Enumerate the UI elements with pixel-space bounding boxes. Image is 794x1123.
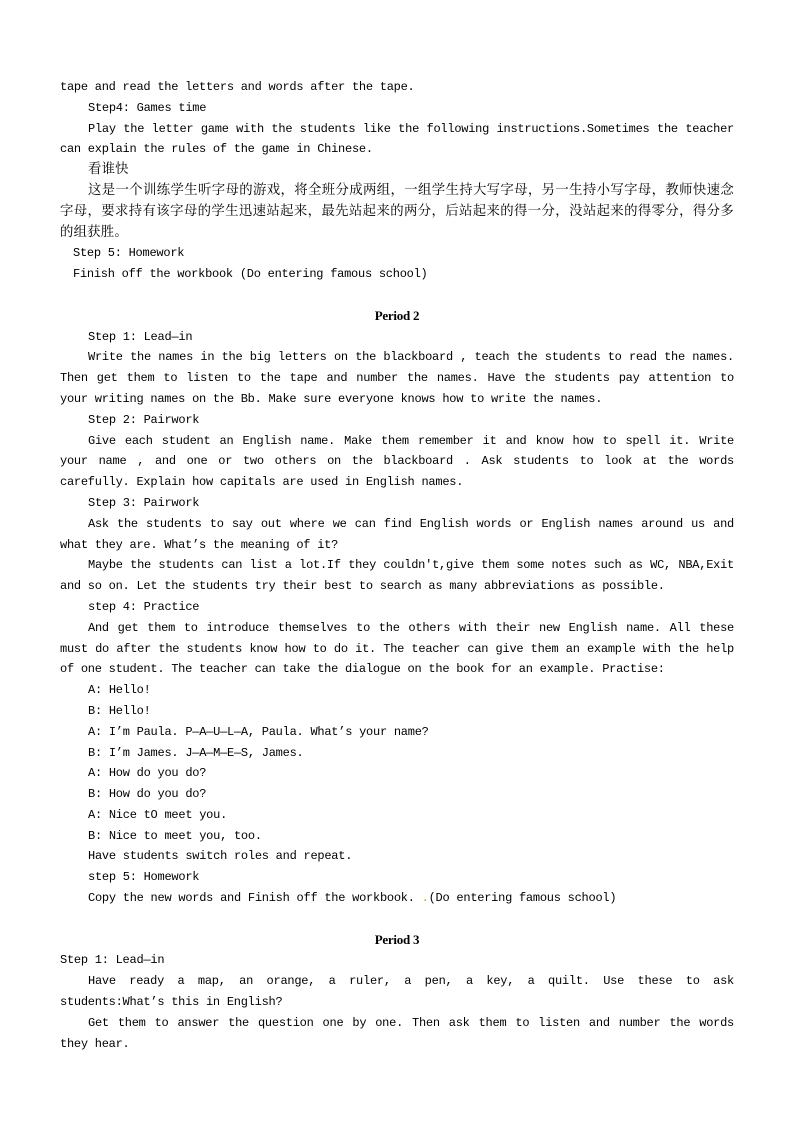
p2-step5-text-a: Copy the new words and Finish off the workbook. (88, 891, 422, 906)
p3-step1-text: Have ready a map, an orange, a ruler, a pen, a key, a quilt. Use these to ask students:What’s this in English? (60, 974, 734, 1010)
dialogue-line: B: Nice to meet you, too. (88, 828, 262, 843)
p3-step1-text2: Get them to answer the question one by one. Then ask them to listen and number the words they hear. (60, 1015, 734, 1051)
p2-step3-text: Ask the students to say out where we can find English words or English names around us and what they are. What’s the meaning of it? (60, 516, 734, 552)
dialogue-line: A: Hello! (88, 683, 151, 698)
dialogue-line: A: I’m Paula. P—A—U—L—A, Paula. What’s your name? (88, 724, 429, 739)
p2-step5-text (60, 888, 734, 909)
dialogue-line: B: How do you do? (88, 787, 207, 802)
spacer (60, 909, 734, 930)
p2-step5-mark: . (421, 891, 429, 906)
step4-title: Step4: Games time (88, 100, 207, 115)
period2-heading: Period 2 (374, 307, 420, 323)
step4-text: Play the letter game with the students like the following instructions.Sometimes the teacher can explain the rules of the game in Chinese. (60, 121, 734, 157)
dialogue-line: A: Nice tO meet you. (88, 807, 228, 822)
p2-step4-text: And get them to introduce themselves to the others with their new English name. All these must do after the students know how to do it. The teacher can give them an example with the help of one student. The teacher can take the dialogue on the book for an example. Practise: (60, 620, 734, 677)
dialogue-line: B: I’m James. J—A—M—E—S, James. (88, 745, 304, 760)
game-text: 这是一个训练学生听字母的游戏，将全班分成两组，一组学生持大写字母，另一生持小写字母，教师快速念字母，要求持有该字母的学生迅速站起来，最先站起来的两分，后站起来的得一分，没站起来的得零分，得分多的组获胜。 (60, 182, 734, 240)
dialogue-line: B: Hello! (88, 703, 151, 718)
p2-step1-text: Write the names in the big letters on the blackboard , teach the students to read the names. Then get them to listen to the tape and number the names. Have the students pay attention to your writing names on the Bb. Make sure everyone knows how to write the names. (60, 350, 734, 406)
p2-step2-title: Step 2: Pairwork (88, 412, 200, 427)
p2-step5-title: step 5: Homework (88, 870, 200, 885)
spacer (60, 285, 734, 306)
dialogue-line: A: How do you do? (88, 766, 207, 781)
step5-text: Finish off the workbook (Do entering famous school) (73, 267, 428, 282)
p2-step3-title: Step 3: Pairwork (88, 495, 200, 510)
game-title: 看谁快 (88, 162, 129, 178)
p2-step5-text-b: (Do entering famous school) (428, 891, 617, 906)
document-page (60, 77, 734, 1054)
p3-step1-title: Step 1: Lead—in (60, 953, 165, 968)
p2-step4-title: step 4: Practice (88, 599, 200, 614)
step5-title: Step 5: Homework (73, 246, 185, 261)
p2-step2-text: Give each student an English name. Make them remember it and know how to spell it. Write your name , and one or two others on the blackboard . Ask students to look at the words carefully. Explain how capitals are used in English names. (60, 433, 734, 490)
p2-step3-text2: Maybe the students can list a lot.If they couldn't,give them some notes such as WC, NBA,Exit and so on. Let the students try their best to search as many abbreviations as possible. (60, 558, 734, 594)
intro-line: tape and read the letters and words after the tape. (60, 80, 415, 94)
switch-roles-text: Have students switch roles and repeat. (88, 849, 353, 864)
p2-step1-title: Step 1: Lead—in (88, 329, 193, 344)
period3-heading: Period 3 (374, 931, 420, 947)
